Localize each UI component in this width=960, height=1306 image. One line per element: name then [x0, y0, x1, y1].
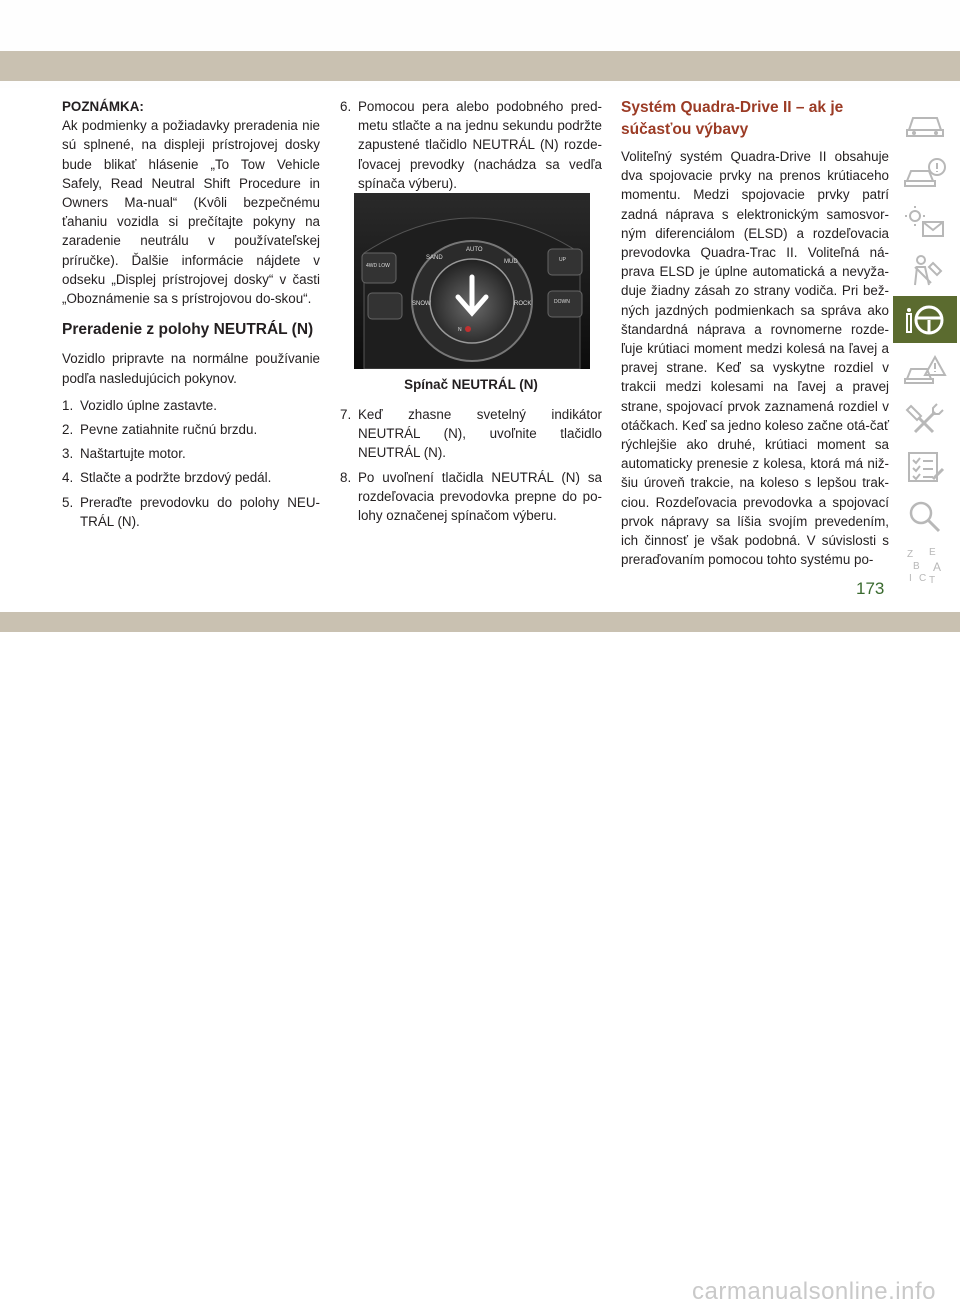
- tab-specifications[interactable]: [893, 443, 957, 490]
- tab-car-info[interactable]: [893, 149, 957, 196]
- list-number: 8.: [340, 469, 352, 485]
- list-number: 4.: [62, 470, 74, 486]
- tab-emergency[interactable]: [893, 345, 957, 392]
- section-intro: Vozidlo pripravte na normálne používanie podľa nasledujúcich pokynov.: [62, 351, 320, 386]
- list-text: Preraďte prevodovku do polohy NEU-TRÁL (N).: [80, 494, 320, 529]
- neutral-switch-photo: [354, 193, 590, 369]
- note-text: Ak podmienky a požiadavky preradenia nie sú splnené, na displeji prístrojovej dosky bude blikať hlásenie „To Tow Vehicle Safely, Read Neutral Shift Procedure in Owners Ma-nual“ (Kvôli bezpečnému ťahaniu vozidla si prečítajte pokyny na zaradenie neutrálu v používateľskej príručke). Ďalšie informácie nájdete v odseku „Displej prístrojovej dosky“ v časti „Oboznámenie sa s prístrojovou do-skou“.: [62, 118, 320, 307]
- list-text: Po uvoľnení tlačidla NEUTRÁL (N) sa rozdeľovacia prevodovka prepne do po-lohy označenej spínačom výberu.: [358, 469, 602, 524]
- svg-text:I: I: [909, 572, 912, 584]
- list-item: [340, 405, 602, 463]
- alphabet-index-icon: [903, 545, 947, 585]
- magnifier-icon: [903, 498, 947, 534]
- warning-lights-icon: [903, 204, 947, 240]
- footer-band: [0, 612, 960, 632]
- note-title: POZNÁMKA:: [62, 99, 144, 114]
- photo-caption: Spínač NEUTRÁL (N): [404, 377, 538, 392]
- tab-index[interactable]: [893, 541, 957, 588]
- seat-belt-icon: [903, 253, 947, 289]
- chapter-tabs: [893, 100, 960, 590]
- steering-wheel-icon: [903, 302, 947, 338]
- dial-label-sand: SAND: [426, 255, 443, 261]
- svg-text:E: E: [929, 546, 936, 558]
- tools-icon: [903, 400, 947, 436]
- list-number: 1.: [62, 397, 74, 413]
- right-column: [621, 97, 889, 569]
- list-text: Keď zhasne svetelný indikátor NEUTRÁL (N), uvoľnite tlačidlo NEUTRÁL (N).: [358, 407, 602, 461]
- checklist-icon: [903, 449, 947, 485]
- list-text: Naštartujte motor.: [80, 446, 186, 462]
- car-info-icon: [903, 155, 947, 191]
- list-item: [62, 420, 320, 439]
- dial-label-rock: ROCK: [514, 301, 532, 307]
- dial-label-up: UP: [559, 257, 566, 263]
- middle-column-bottom: [340, 405, 602, 530]
- list-number: 3.: [62, 446, 74, 462]
- header-band: [0, 51, 960, 81]
- page-number: 173: [856, 579, 885, 598]
- selector-dial-illustration: [354, 193, 590, 369]
- car-front-icon: [903, 106, 947, 142]
- tab-search[interactable]: [893, 492, 957, 539]
- list-text: Pevne zatiahnite ručnú brzdu.: [80, 422, 258, 438]
- dial-label-auto: AUTO: [466, 247, 483, 253]
- list-number: 6.: [340, 99, 352, 114]
- list-text: Vozidlo úplne zastavte.: [80, 397, 217, 413]
- heading-line-2: súčasťou výbavy: [621, 121, 749, 138]
- list-item: [62, 468, 320, 487]
- list-number: 5.: [62, 494, 74, 510]
- dial-label-down: DOWN: [554, 299, 570, 305]
- svg-text:Z: Z: [907, 548, 914, 560]
- section-heading-neutral: Preradenie z polohy NEUTRÁL (N): [62, 321, 314, 339]
- list-number: 7.: [340, 407, 352, 422]
- svg-text:A: A: [933, 559, 942, 574]
- list-item: [62, 493, 320, 531]
- page-footer: [0, 632, 960, 1305]
- tab-seat-belt[interactable]: [893, 247, 957, 294]
- svg-text:T: T: [929, 574, 936, 585]
- tab-servicing[interactable]: [893, 394, 957, 441]
- dial-label-snow: SNOW: [412, 301, 431, 307]
- dial-label-4wd-low: 4WD LOW: [366, 263, 390, 269]
- dial-label-n: N: [458, 327, 462, 333]
- dial-label-mud: MUD: [504, 259, 518, 265]
- list-item: [62, 396, 320, 415]
- list-text: Stlačte a podržte brzdový pedál.: [80, 470, 272, 486]
- heading-line-1: Systém Quadra-Drive II – ak je: [621, 99, 844, 116]
- section-body: Voliteľný systém Quadra-Drive II obsahuje dva spojovacie prvky na prenos krútiaceho momentu. Medzi spojovacie prvky patrí zadná náprava s elektronickým samosvor-ným diferenciálom (ELSD) a rozdeľovacia prevodovka Quadra-Trac II. Voliteľná ná-prava ELSD je úplne automatická a nevyža-duje žiadny zásah zo strany vodiča. Pri bež-ných jazdných podmienkach sa správa ako štandardná náprava a rovnomerne rozde-ľuje krútiaci moment medzi kolesá na ľavej a pravej strane. Keď sa vyskytne rozdiel v trakcii medzi kolesami na ľavej a pravej strane, spojovací prvok zaznamená rozdiel v otáčkach. Keď sa jedno koleso začne otá-čať rýchlejšie ako druhé, krútiaci moment sa automaticky prenesie z kolesa, ktorá má niž-šiu úroveň trakcie, na koleso s lepšou trak-ciou. Rozdeľovacia prevodovka a spojovací prvok nápravy sa líšia svojím prevedením, ich činnosť je však podobná. V súvislosti s preraďovaním pomocou tohto systému po-: [621, 149, 889, 568]
- list-item: [62, 444, 320, 463]
- list-item: [340, 468, 602, 526]
- list-number: 2.: [62, 422, 74, 438]
- svg-text:B: B: [913, 560, 920, 572]
- list-item: [340, 97, 602, 193]
- tab-starting-operating[interactable]: [893, 296, 957, 343]
- watermark-text: carmanualsonline.info: [692, 1278, 936, 1305]
- left-column: [62, 97, 320, 536]
- tab-warning-lights[interactable]: [893, 198, 957, 245]
- tab-car-front[interactable]: [893, 100, 957, 147]
- middle-column: [340, 97, 602, 193]
- list-text: Pomocou pera alebo podobného pred-metu stlačte a na jednu sekundu podržte zapustené tlačidlo NEUTRÁL (N) rozde-ľovacej prevodky (nachádza sa vedľa spínača výberu).: [358, 99, 602, 191]
- section-heading-quadra-drive: [621, 97, 889, 141]
- svg-text:C: C: [919, 572, 927, 584]
- hazard-car-icon: [903, 351, 947, 387]
